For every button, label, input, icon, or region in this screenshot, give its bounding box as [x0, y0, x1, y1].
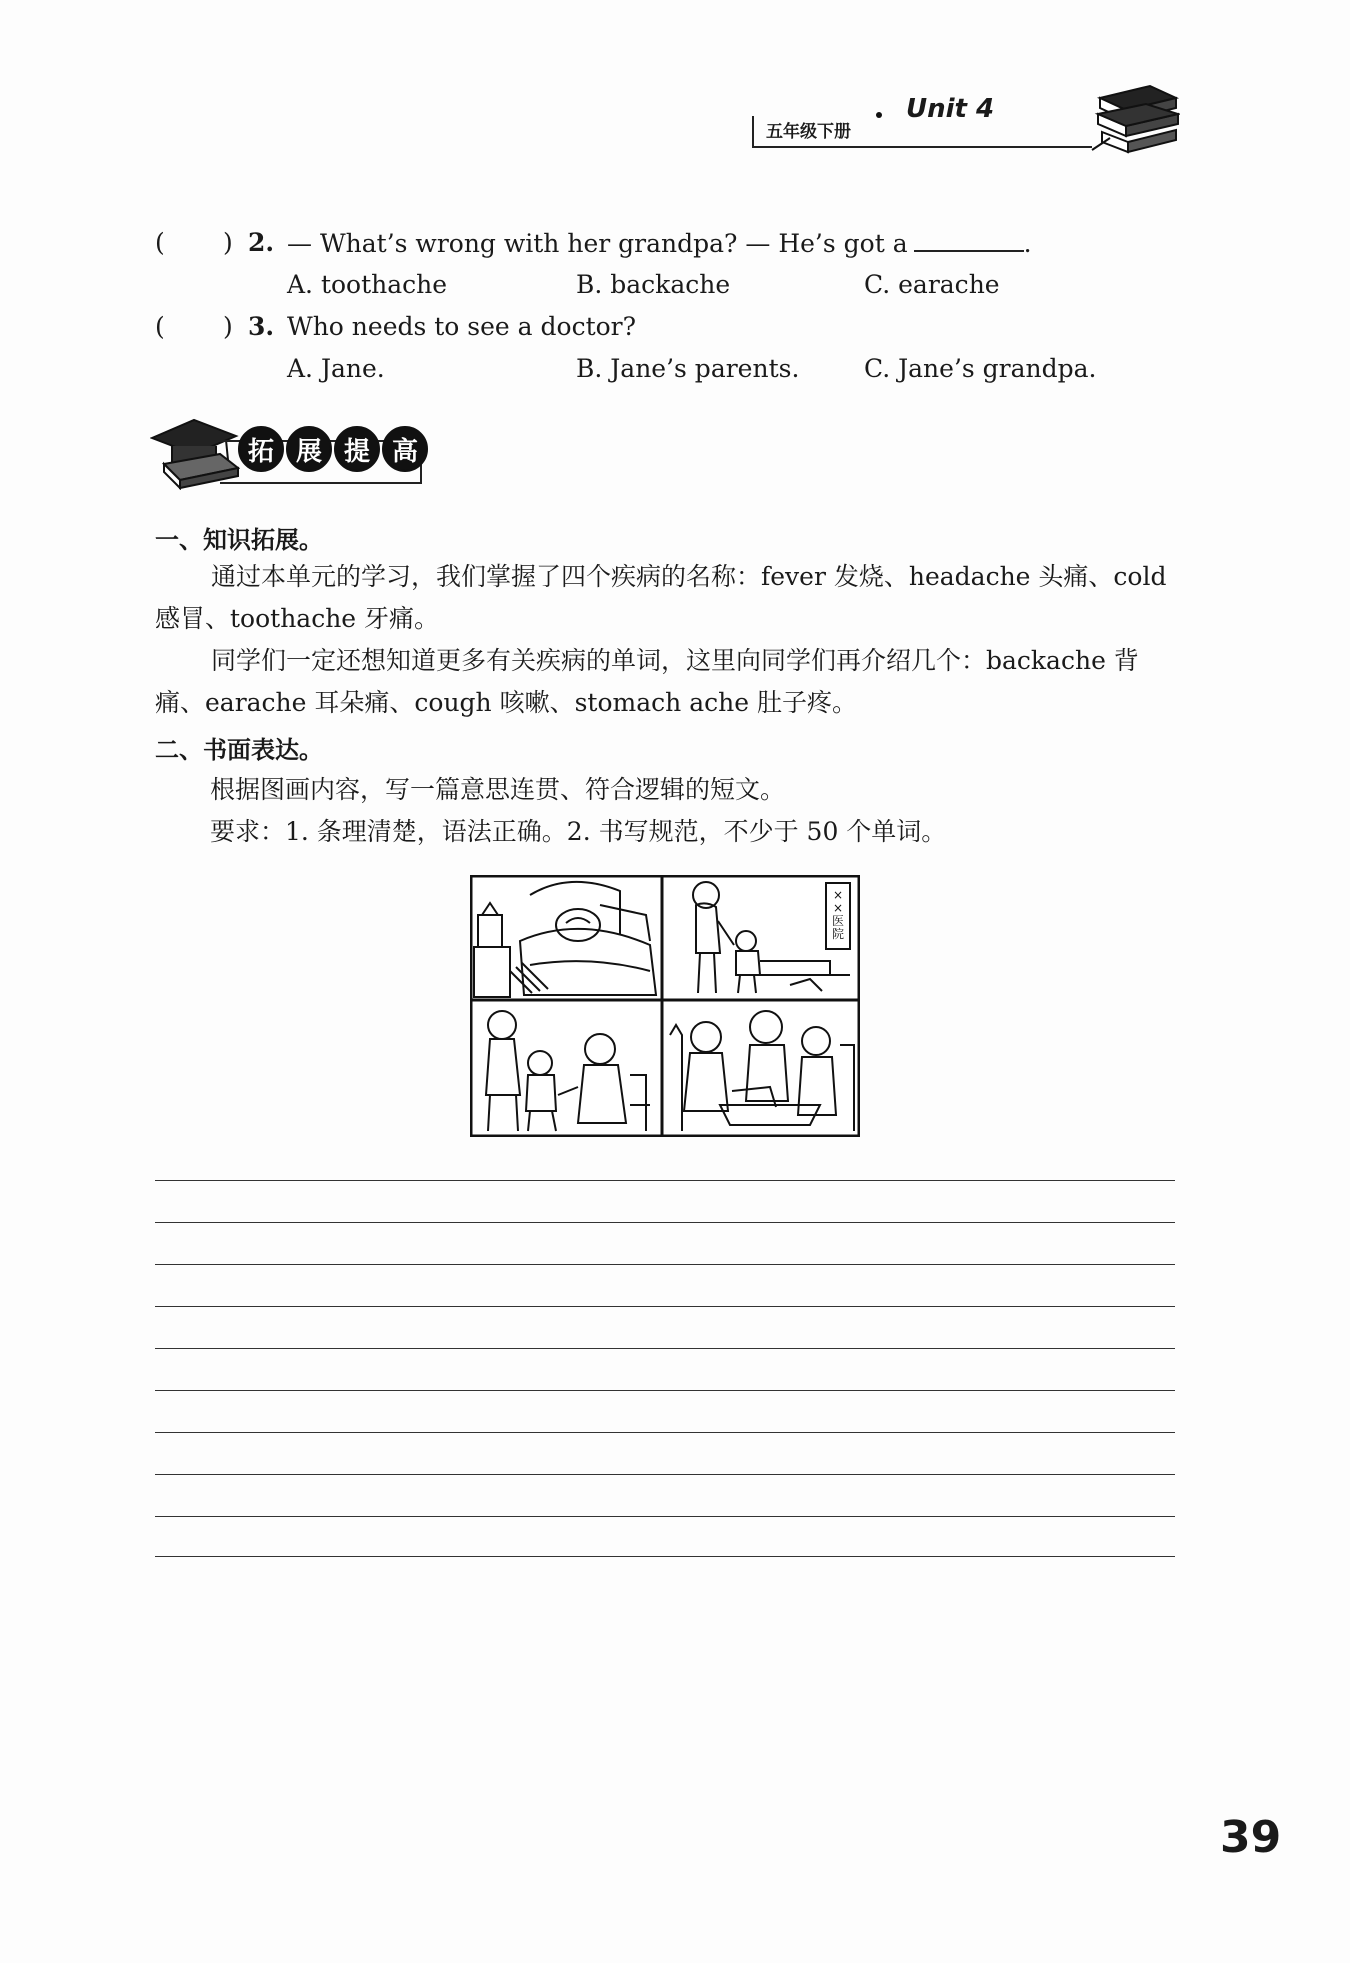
writing-line[interactable]	[155, 1516, 1175, 1517]
header-rule	[872, 146, 1092, 148]
section-2-title: 二、书面表达。	[155, 736, 323, 764]
section-1-title: 一、知识拓展。	[155, 526, 323, 554]
grade-label: 五年级下册	[752, 116, 872, 148]
option-a: A. toothache	[287, 270, 448, 299]
answer-blank[interactable]	[914, 228, 1024, 252]
writing-line[interactable]	[155, 1306, 1175, 1307]
hospital-sign-text: × ×医院	[831, 888, 845, 941]
option-c: C. Jane’s grandpa.	[864, 354, 1097, 383]
question-text: Who needs to see a doctor?	[287, 312, 637, 341]
page-number: 39	[1220, 1812, 1282, 1863]
header-dot	[876, 112, 882, 118]
four-panel-picture	[470, 875, 860, 1137]
option-b: B. Jane’s parents.	[576, 354, 800, 383]
answer-paren-right: )	[223, 228, 233, 257]
writing-line[interactable]	[155, 1348, 1175, 1349]
answer-paren-right: )	[223, 312, 233, 341]
answer-paren-left: (	[155, 228, 165, 257]
question-number: 3.	[248, 312, 275, 341]
writing-instruction: 根据图画内容，写一篇意思连贯、符合逻辑的短文。	[210, 775, 786, 804]
writing-line[interactable]	[155, 1556, 1175, 1557]
section-1-para-1: 通过本单元的学习，我们掌握了四个疾病的名称：fever 发烧、headache 头痛、cold 感冒、toothache 牙痛。	[155, 562, 1167, 633]
section-1-para-2: 同学们一定还想知道更多有关疾病的单词，这里向同学们再介绍几个：backache 背痛、earache 耳朵痛、cough 咳嗽、stomach ache 肚子疼。	[155, 646, 1139, 717]
banner-title	[238, 426, 428, 472]
option-c: C. earache	[864, 270, 1000, 299]
banner-char: 高	[382, 426, 428, 472]
option-b: B. backache	[576, 270, 731, 299]
writing-line[interactable]	[155, 1474, 1175, 1475]
writing-line[interactable]	[155, 1390, 1175, 1391]
books-stack-icon	[1090, 80, 1180, 154]
question-text	[287, 228, 1032, 258]
banner-char: 拓	[238, 426, 284, 472]
writing-requirements: 要求：1. 条理清楚，语法正确。2. 书写规范，不少于 50 个单词。	[210, 817, 947, 846]
question-number: 2.	[248, 228, 275, 257]
unit-title: Unit 4	[906, 94, 995, 124]
section-banner	[150, 410, 430, 490]
question-stem: — What’s wrong with her grandpa? — He’s got a	[287, 229, 908, 258]
banner-char: 展	[286, 426, 332, 472]
question-end-punct: .	[1023, 229, 1032, 258]
writing-line[interactable]	[155, 1432, 1175, 1433]
writing-line[interactable]	[155, 1180, 1175, 1181]
writing-line[interactable]	[155, 1222, 1175, 1223]
writing-line[interactable]	[155, 1264, 1175, 1265]
option-a: A. Jane.	[287, 354, 385, 383]
banner-char: 提	[334, 426, 380, 472]
answer-paren-left: (	[155, 312, 165, 341]
